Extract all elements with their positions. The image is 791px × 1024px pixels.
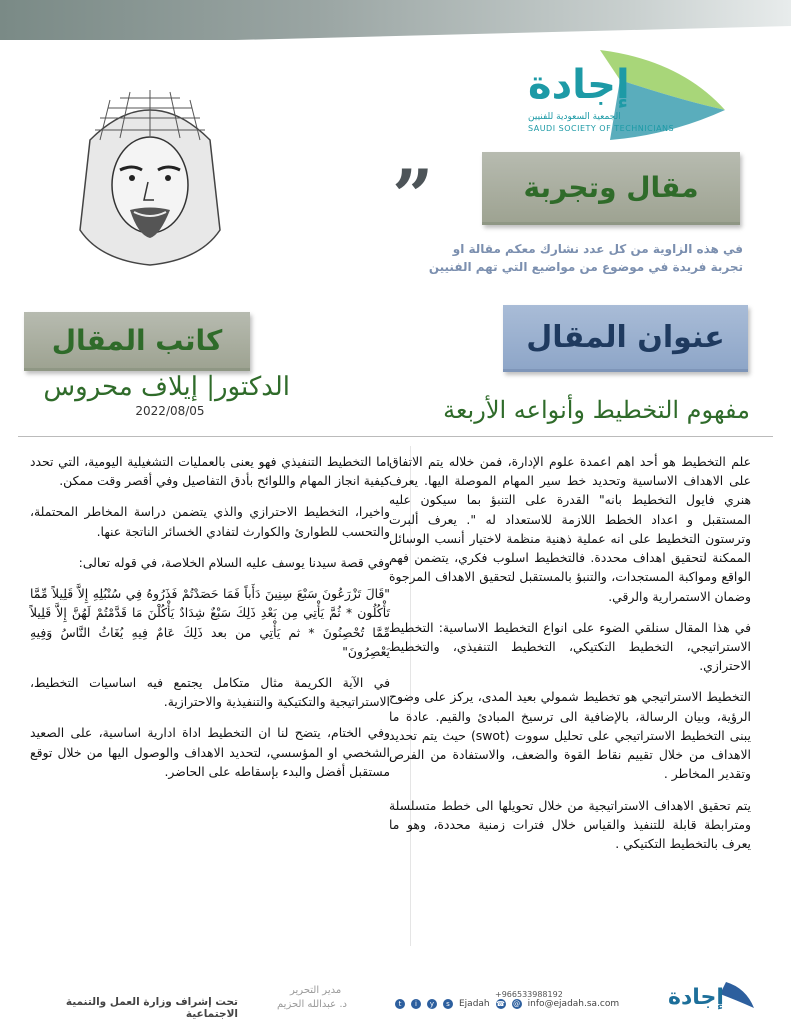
author-heading: كاتب المقال — [51, 323, 223, 357]
phone-icon: ☎ — [496, 1000, 505, 1008]
author-portrait — [60, 70, 240, 270]
footer-logo-text: إجادة — [668, 985, 724, 1010]
quote-mark-icon: ” — [392, 153, 434, 238]
paragraph: يتم تحقيق الاهداف الاستراتيجية من خلال تحويلها الى خطط متسلسلة ومترابطة قابلة للتنفيذ والقياس خلال فترات زمنية محددة، وهو ما يعرف بالتخطيط التكتيكي . — [389, 797, 751, 851]
email-link[interactable]: info@ejadah.sa.com — [527, 999, 620, 1009]
paragraph: وفي قصة سيدنا يوسف عليه السلام الخلاصة، في قوله تعالى: — [78, 554, 390, 570]
paragraph: في الآية الكريمة مثال متكامل يجتمع فيه اساسيات التخطيط، الاستراتيجية والتكتيكية والتنفيذية والاحترازية. — [30, 674, 390, 710]
author-heading-box — [24, 312, 250, 371]
email-icon: @ — [513, 1000, 521, 1008]
twitter-icon[interactable]: t — [395, 999, 405, 1009]
phone-number: +966533988192 — [495, 990, 563, 999]
social-handle[interactable]: Ejadah — [459, 999, 490, 1009]
contact-bar — [395, 999, 619, 1009]
intro-line-1: في هذه الزاوية من كل عدد نشارك معكم مقالة او — [452, 242, 743, 256]
editor-name: د. عبدالله الحزيم — [277, 999, 347, 1010]
article-date: 2022/08/05 — [135, 404, 205, 418]
supervision-note: تحت إشراف وزارة العمل والتنمية الاجتماعية — [65, 996, 238, 1020]
quran-quote: "قَالَ تَزْرَعُونَ سَبْعَ سِنِينَ دَأَباً فَمَا حَصَدْتُمْ فَذَرُوهُ فِي سُنْبُلِهِ إِلاَّ قَلِيلاً مِّمَّا تَأْكُلُون * ثُمَّ يَأْتِي مِن بَعْدِ ذَلِكَ سَبْعٌ شِدَادٌ يَأْكُلْنَ مَا قَدَّمْتُمْ لَهُنَّ إِلاَّ قَلِيلاً مِّمَّا تُحْصِنُونَ * ثم يَأْتِي من بعد ذَلِكَ عَامٌ فِيهِ يُغَاثُ النَّاسُ وَفِيهِ يَعْصِرُونَ" — [30, 586, 390, 659]
article-column-right — [389, 452, 751, 865]
section-title: مقال وتجربة — [523, 170, 699, 204]
paragraph: واخيرا، التخطيط الاحترازي والذي يتضمن دراسة المخاطر المحتملة، والتحسب للطوارئ والكوارث لتفادي الخسائر الناتجة عنها. — [30, 504, 390, 539]
paragraph: علم التخطيط هو أحد اهم اعمدة علوم الإدارة، فمن خلاله يتم الاتفاق على الاهداف الاساسية وتحديد خط سير المهام الموصلة اليها. يعرف هنري فايول التخطيط بانه" القدرة على التنبؤ بما سيكون عليه المستقبل و اعداد الخطط اللازمة للاستعداد له ". يعرف ألبرت وترستون التخطيط على انه عملية ذهنية منظمة لاختيار أنسب الوسائل الممكنة لتحقيق اهداف محددة. فالتخطيط اسلوب فكري، يتضمن فهم الواقع ومواكبة المستجدات، والتنبؤ بالمستقبل لتحقيق الاهداف المرجوة وضمان الاستمرارية والرقي. — [389, 454, 751, 604]
article-heading: عنوان المقال — [526, 319, 725, 355]
author-name: الدكتور| إيلاف محروس — [43, 372, 290, 402]
article-column-left — [30, 452, 390, 793]
paragraph: اما التخطيط التنفيذي فهو يعنى بالعمليات التشغيلية اليومية، التي تحدد كيفية انجاز المهام واللوائح بأدق التفاصيل وفي أقصر وقت ممكن. — [30, 454, 390, 489]
instagram-icon[interactable]: i — [411, 999, 421, 1009]
paragraph: في هذا المقال سنلقي الضوء على انواع التخطيط الاساسية: التخطيط الاستراتيجي، التخطيط التكتيكي، التخطيط التنفيذي، والتخطيط الاحترازي. — [389, 619, 751, 674]
youtube-icon[interactable]: y — [427, 999, 437, 1009]
article-title: مفهوم التخطيط وأنواعه الأربعة — [443, 396, 750, 424]
article-heading-box — [503, 305, 748, 372]
intro-line-2: تجربة فريدة في موضوع من مواضيع التي تهم الفنيين — [428, 260, 743, 274]
divider — [18, 436, 773, 437]
paragraph: وفي الختام، يتضح لنا ان التخطيط اداة ادارية اساسية، على الصعيد الشخصي او المؤسسي، لتحديد الاهداف والوصول اليها من خلال توقع مستقبل أفضل والبدء بإسقاطه على الحاضر. — [30, 725, 390, 779]
logo-subtitle-en: SAUDI SOCIETY OF TECHNICIANS — [528, 124, 675, 133]
logo-subtitle-ar: الجمعية السعودية للفنيين — [528, 112, 621, 122]
editor-title: مدير التحرير — [290, 985, 342, 996]
section-intro — [363, 240, 743, 276]
snapchat-icon[interactable]: s — [443, 999, 453, 1009]
section-title-box — [482, 152, 740, 225]
paragraph: التخطيط الاستراتيجي هو تخطيط شمولي بعيد المدى، يركز على وضوح الرؤية، وبيان الرسالة، بالإضافية الى ترسيخ المبادئ والقيم. عادة ما يبنى التخطيط الاستراتيجي على تحليل سووت (swot) حيث يتم تحديد الاهداف من خلال تقييم نقاط القوة والضعف، والاستفادة من الفرص وتقدير المخاطر . — [389, 689, 751, 782]
logo-text: إجادة — [528, 62, 630, 108]
